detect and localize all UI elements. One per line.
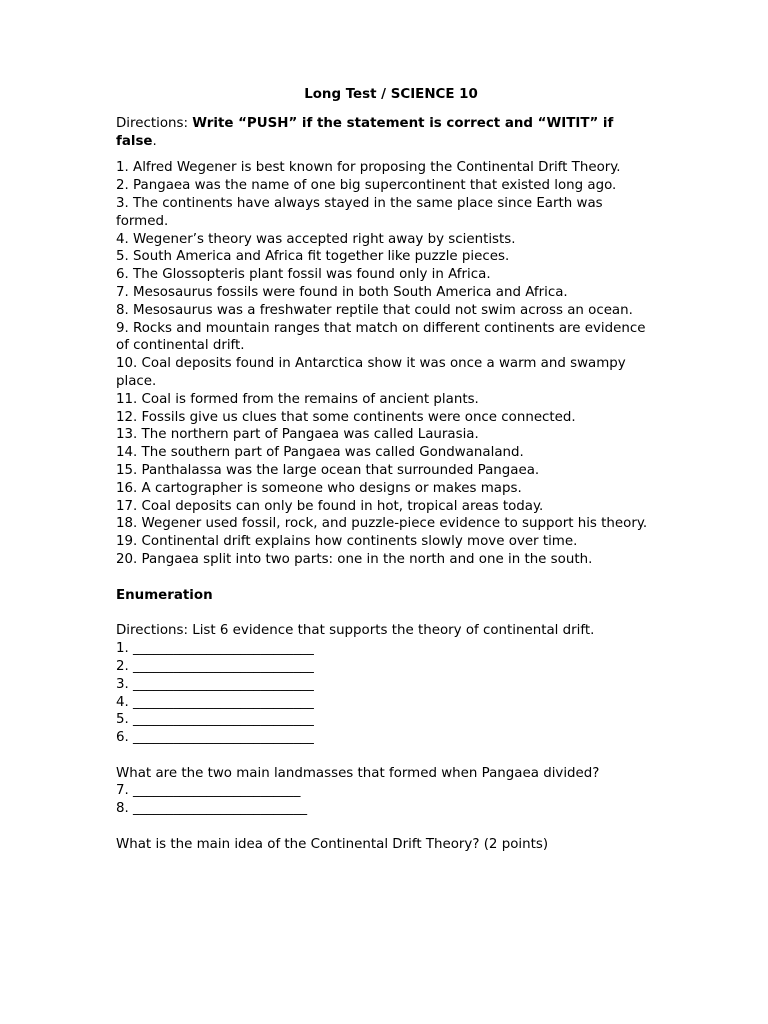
answer-blank: 5. ___________________________	[116, 712, 314, 728]
list-item: 4. Wegener’s theory was accepted right away by scientists.	[116, 231, 516, 247]
list-item: 11. Coal is formed from the remains of ancient plants.	[116, 391, 479, 407]
answer-blank: 2. ___________________________	[116, 658, 314, 674]
list-item: 5. South America and Africa fit together like puzzle pieces.	[116, 249, 510, 265]
enumeration-directions: Directions: List 6 evidence that supports the theory of continental drift.	[116, 623, 595, 639]
list-item: 13. The northern part of Pangaea was called Laurasia.	[116, 427, 479, 443]
list-item: 9. Rocks and mountain ranges that match on different continents are evidence of continental drift.	[116, 320, 646, 354]
list-item: 18. Wegener used fossil, rock, and puzzle-piece evidence to support his theory.	[116, 516, 648, 532]
list-item: 17. Coal deposits can only be found in hot, tropical areas today.	[116, 498, 544, 514]
list-item: 1. Alfred Wegener is best known for proposing the Continental Drift Theory.	[116, 160, 621, 176]
directions-suffix: .	[152, 133, 157, 149]
evidence-blanks-list	[116, 640, 656, 747]
list-item: 3. The continents have always stayed in the same place since Earth was formed.	[116, 195, 603, 229]
true-false-list	[116, 159, 656, 568]
page-title: Long Test / SCIENCE 10	[304, 87, 478, 102]
list-item: 20. Pangaea split into two parts: one in the north and one in the south.	[116, 551, 593, 567]
spacer-line	[116, 818, 656, 836]
answer-blank: 8. __________________________	[116, 801, 308, 817]
answer-blank: 1. ___________________________	[116, 641, 314, 657]
answer-blank: 4. ___________________________	[116, 694, 314, 710]
list-item: 14. The southern part of Pangaea was called Gondwanaland.	[116, 445, 524, 461]
section-spacer	[116, 569, 656, 587]
list-item: 12. Fossils give us clues that some continents were once connected.	[116, 409, 576, 425]
list-item: 6. The Glossopteris plant fossil was found only in Africa.	[116, 267, 491, 283]
directions-prefix: Directions:	[116, 115, 193, 131]
directions-instruction: Write “PUSH” if the statement is correct and “WITIT” if false	[116, 115, 614, 149]
directions-true-false	[116, 115, 656, 151]
answer-blank: 3. ___________________________	[116, 676, 314, 692]
spacer-line	[116, 747, 656, 765]
list-item: 15. Panthalassa was the large ocean that surrounded Pangaea.	[116, 462, 540, 478]
answer-blank: 6. ___________________________	[116, 730, 314, 746]
spacer-line	[116, 605, 656, 623]
landmass-question: What are the two main landmasses that formed when Pangaea divided?	[116, 765, 600, 781]
list-item: 10. Coal deposits found in Antarctica show it was once a warm and swampy place.	[116, 356, 626, 389]
list-item: 19. Continental drift explains how continents slowly move over time.	[116, 534, 578, 550]
enumeration-heading: Enumeration	[116, 587, 213, 603]
document-content	[116, 86, 656, 854]
list-item: 16. A cartographer is someone who designs or makes maps.	[116, 480, 522, 496]
list-item: 2. Pangaea was the name of one big supercontinent that existed long ago.	[116, 178, 617, 194]
answer-blank: 7. _________________________	[116, 783, 301, 799]
main-idea-question: What is the main idea of the Continental Drift Theory? (2 points)	[116, 836, 549, 852]
list-item: 7. Mesosaurus fossils were found in both South America and Africa.	[116, 284, 568, 300]
list-item: 8. Mesosaurus was a freshwater reptile that could not swim across an ocean.	[116, 302, 633, 318]
